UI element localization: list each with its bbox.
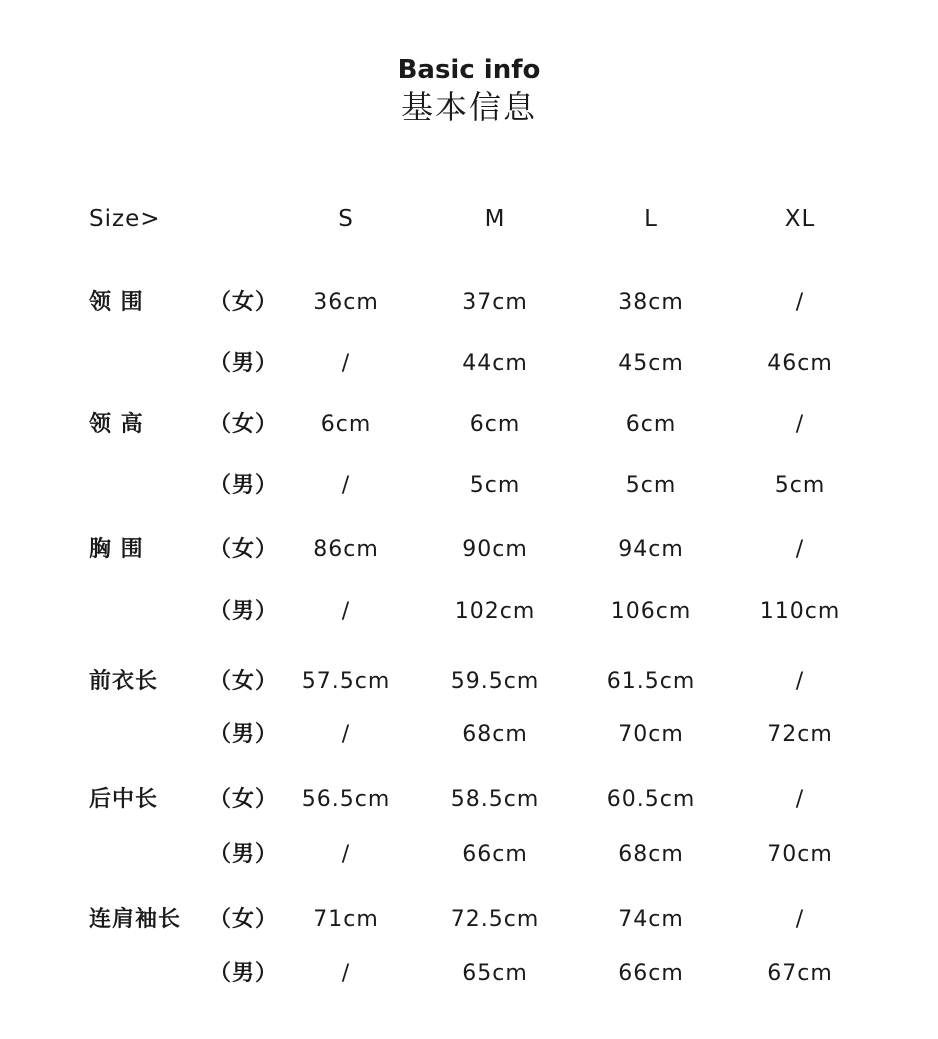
cell-m: 59.5cm	[450, 669, 540, 694]
row-sex: （女）	[209, 907, 279, 932]
cell-xl: 72cm	[767, 722, 833, 747]
cell-m: 68cm	[462, 722, 528, 747]
cell-m: 90cm	[462, 537, 528, 562]
row-sex: （女）	[209, 290, 279, 315]
cell-s: /	[341, 473, 351, 498]
cell-xl: /	[795, 412, 805, 437]
cell-m: 44cm	[462, 351, 528, 376]
row-label: 连肩袖长	[89, 907, 182, 932]
row-sex: （男）	[209, 722, 279, 747]
cell-xl: 5cm	[774, 473, 826, 498]
cell-s: 6cm	[320, 412, 372, 437]
cell-xl: 70cm	[767, 842, 833, 867]
cell-xl: /	[795, 537, 805, 562]
cell-l: 60.5cm	[606, 787, 696, 812]
cell-m: 58.5cm	[450, 787, 540, 812]
cell-m: 66cm	[462, 842, 528, 867]
size-header-l: L	[644, 206, 658, 232]
cell-xl: 110cm	[759, 599, 841, 624]
row-sex: （男）	[209, 351, 279, 376]
size-header-m: M	[484, 206, 506, 232]
cell-s: /	[341, 599, 351, 624]
cell-s: /	[341, 351, 351, 376]
size-header-s: S	[338, 206, 354, 232]
row-sex: （男）	[209, 842, 279, 867]
row-sex: （女）	[209, 669, 279, 694]
row-label: 领 高	[89, 412, 144, 437]
cell-l: 70cm	[618, 722, 684, 747]
cell-s: 86cm	[313, 537, 379, 562]
cell-xl: /	[795, 290, 805, 315]
cell-s: 57.5cm	[301, 669, 391, 694]
cell-m: 37cm	[462, 290, 528, 315]
cell-l: 94cm	[618, 537, 684, 562]
cell-l: 38cm	[618, 290, 684, 315]
cell-xl: /	[795, 787, 805, 812]
row-label: 胸 围	[89, 537, 144, 562]
size-header-label: Size>	[89, 206, 161, 232]
cell-xl: 46cm	[767, 351, 833, 376]
cell-m: 65cm	[462, 961, 528, 986]
title-english: Basic info	[397, 55, 541, 85]
row-label: 后中长	[89, 787, 159, 812]
row-sex: （女）	[209, 412, 279, 437]
title-chinese: 基本信息	[400, 88, 537, 126]
row-sex: （男）	[209, 599, 279, 624]
cell-s: 56.5cm	[301, 787, 391, 812]
row-sex: （男）	[209, 473, 279, 498]
row-sex: （女）	[209, 537, 279, 562]
cell-m: 102cm	[454, 599, 536, 624]
cell-l: 61.5cm	[606, 669, 696, 694]
cell-l: 5cm	[625, 473, 677, 498]
cell-xl: /	[795, 907, 805, 932]
cell-m: 6cm	[469, 412, 521, 437]
cell-l: 68cm	[618, 842, 684, 867]
cell-l: 106cm	[610, 599, 692, 624]
cell-l: 6cm	[625, 412, 677, 437]
row-sex: （女）	[209, 787, 279, 812]
cell-m: 72.5cm	[450, 907, 540, 932]
cell-l: 45cm	[618, 351, 684, 376]
cell-s: /	[341, 842, 351, 867]
size-header-xl: XL	[784, 206, 816, 232]
cell-s: 36cm	[313, 290, 379, 315]
cell-s: /	[341, 961, 351, 986]
cell-xl: 67cm	[767, 961, 833, 986]
cell-l: 74cm	[618, 907, 684, 932]
row-label: 领 围	[89, 290, 144, 315]
cell-m: 5cm	[469, 473, 521, 498]
cell-s: /	[341, 722, 351, 747]
row-label: 前衣长	[89, 669, 159, 694]
cell-s: 71cm	[313, 907, 379, 932]
row-sex: （男）	[209, 961, 279, 986]
cell-l: 66cm	[618, 961, 684, 986]
cell-xl: /	[795, 669, 805, 694]
